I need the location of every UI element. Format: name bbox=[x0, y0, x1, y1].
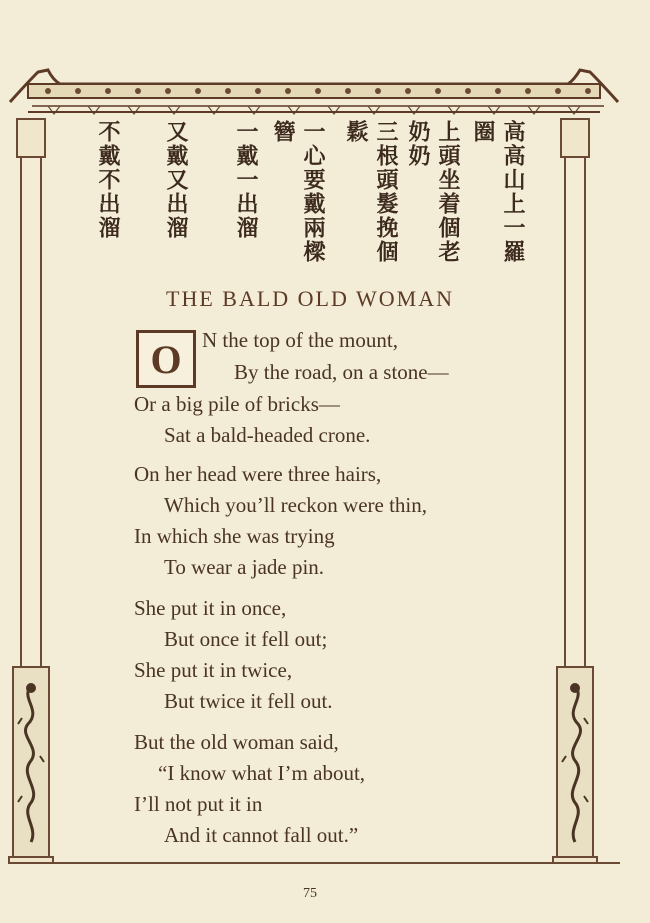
poem-line: I’ll not put it in bbox=[134, 792, 263, 816]
poem-line: She put it in once, bbox=[134, 596, 287, 620]
floor-line bbox=[16, 862, 620, 864]
poem-line: But once it fell out; bbox=[164, 627, 328, 651]
chinese-verse-column: 一戴一出溜 bbox=[233, 120, 258, 240]
right-pillar-dragon-panel bbox=[556, 666, 594, 858]
poem-line: Sat a bald-headed crone. bbox=[164, 423, 371, 447]
poem-line: But twice it fell out. bbox=[164, 689, 333, 713]
left-pillar-capital bbox=[16, 118, 46, 158]
poem-line: She put it in twice, bbox=[134, 658, 293, 682]
right-pillar bbox=[560, 118, 590, 863]
dragon-icon bbox=[16, 678, 46, 848]
chinese-verse-column: 不戴不出溜 bbox=[95, 120, 120, 240]
poem-line: And it cannot fall out.” bbox=[164, 823, 359, 847]
page-number: 75 bbox=[303, 886, 317, 901]
poem-line: “I know what I’m about, bbox=[158, 761, 366, 785]
left-pillar-dragon-panel bbox=[12, 666, 50, 858]
dragon-icon bbox=[560, 678, 590, 848]
poem-line: On her head were three hairs, bbox=[134, 462, 382, 486]
chinese-verse bbox=[92, 120, 532, 280]
chinese-verse-column: 三根頭髮挽個鬏 bbox=[343, 120, 398, 264]
right-pillar-capital bbox=[560, 118, 590, 158]
chinese-verse-column: 又戴又出溜 bbox=[163, 120, 188, 240]
poem-title: THE BALD OLD WOMAN bbox=[166, 286, 454, 311]
poem-line: Which you’ll reckon were thin, bbox=[164, 493, 427, 517]
left-pillar bbox=[16, 118, 46, 863]
drop-cap-letter: O bbox=[150, 337, 182, 382]
pagoda-roof-ornament bbox=[8, 62, 620, 120]
drop-cap bbox=[136, 330, 196, 388]
poem-line: In which she was trying bbox=[134, 524, 335, 548]
poem-line: By the road, on a stone— bbox=[234, 360, 449, 384]
poem-line: But the old woman said, bbox=[134, 730, 339, 754]
poem-line: Or a big pile of bricks— bbox=[134, 392, 340, 416]
chinese-verse-column: 高高山上一羅圈 bbox=[470, 120, 525, 264]
poem-line: To wear a jade pin. bbox=[164, 555, 325, 579]
chinese-verse-column: 上頭坐着個老奶奶 bbox=[405, 120, 460, 264]
poem-line: N the top of the mount, bbox=[202, 328, 398, 352]
chinese-verse-column: 一心要戴兩樑簪 bbox=[270, 120, 325, 264]
